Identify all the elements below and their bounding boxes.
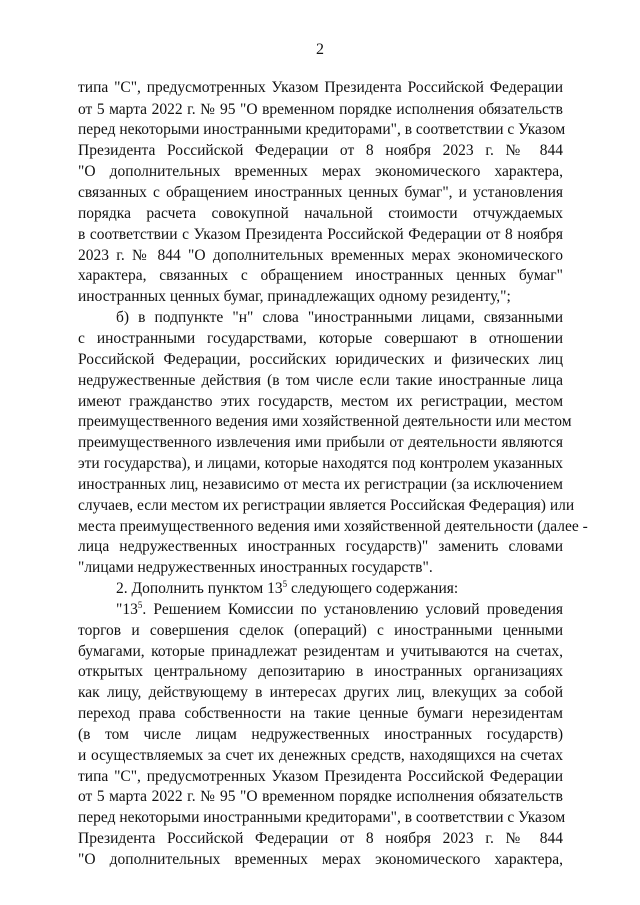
text-line: в соответствии с Указом Президента Российской Федерации от 8 ноября — [78, 226, 563, 243]
text-line: лица недружественных иностранных государств)" заменить словами — [78, 538, 563, 555]
text-line: типа "С", предусмотренных Указом Президента Российской Федерации — [78, 768, 563, 785]
text-line: перед некоторыми иностранными кредиторами", в соответствии с Указом — [78, 121, 566, 138]
text-line: иностранных ценных бумаг, принадлежащих одному резиденту,"; — [78, 288, 511, 305]
text-line: открытых центральному депозитарию в иностранных организациях — [78, 663, 563, 680]
item-13-open: "13 — [116, 601, 138, 618]
text-line: Президента Российской Федерации от 8 ноября 2023 г. № 844 — [78, 830, 563, 847]
text-line: преимущественного извлечения ими прибыли от деятельности являются — [78, 434, 563, 451]
text-line: перед некоторыми иностранными кредиторами", в соответствии с Указом — [78, 809, 566, 826]
item-2-superscript: 5 — [282, 579, 288, 589]
text-line: переход права собственности на такие ценные бумаги нерезидентам — [78, 705, 563, 722]
text-line: от 5 марта 2022 г. № 95 "О временном порядке исполнения обязательств — [78, 101, 563, 118]
text-line: порядка расчета совокупной начальной стоимости отчуждаемых — [78, 205, 563, 222]
text-line: Российской Федерации, российских юридических и физических лиц — [78, 351, 563, 368]
text-line: преимущественного ведения ими хозяйственной деятельности или местом — [78, 413, 572, 430]
item-2-text: 2. Дополнить пунктом 13 — [116, 580, 283, 597]
text-line: бумагами, которые принадлежат резидентам и учитываются на счетах, — [78, 643, 563, 660]
text-line: с иностранными государствами, которые совершают в отношении — [78, 330, 563, 347]
text-line: иностранных лиц, независимо от места их регистрации (за исключением — [78, 476, 563, 493]
item-13-tail: . Решением Комиссии по установлению условий проведения — [142, 601, 563, 618]
item-13-heading-line — [116, 600, 563, 620]
text-line: случаев, если местом их регистрации является Российская Федерация) или — [78, 497, 575, 514]
text-line: Президента Российской Федерации от 8 ноября 2023 г. № 844 — [78, 142, 563, 159]
text-line: 2023 г. № 844 "О дополнительных временных мерах экономического — [78, 247, 563, 264]
text-line: типа "С", предусмотренных Указом Президента Российской Федерации — [78, 79, 563, 96]
text-line: "О дополнительных временных мерах экономического характера, — [78, 163, 563, 180]
item-2-tail: следующего содержания: — [287, 580, 459, 597]
page-number: 2 — [316, 41, 324, 58]
text-line: имеют гражданство этих государств, местом их регистрации, местом — [78, 393, 563, 410]
text-line: от 5 марта 2022 г. № 95 "О временном порядке исполнения обязательств — [78, 788, 563, 805]
text-line: и осуществляемых за счет их денежных средств, находящихся на счетах — [78, 747, 563, 764]
text-line: места преимущественного ведения ими хозяйственной деятельности (далее - — [78, 518, 588, 535]
text-line: недружественные действия (в том числе если такие иностранные лица — [78, 372, 563, 389]
item-2-line — [116, 579, 563, 599]
text-line: торгов и совершения сделок (операций) с иностранными ценными — [78, 622, 563, 639]
text-line: "лицами недружественных иностранных государств". — [78, 559, 433, 576]
text-line: характера, связанных с обращением иностранных ценных бумаг" — [78, 267, 563, 284]
item-13-superscript: 5 — [137, 600, 143, 610]
text-line: связанных с обращением иностранных ценных бумаг", и установления — [78, 184, 563, 201]
text-line: (в том числе лицам недружественных иностранных государств) — [78, 726, 563, 743]
text-line: б) в подпункте "н" слова "иностранными лицами, связанными — [116, 309, 563, 326]
text-line: эти государства), и лицами, которые находятся под контролем указанных — [78, 455, 563, 472]
text-line: "О дополнительных временных мерах экономического характера, — [78, 851, 563, 868]
text-line: как лицу, действующему в интересах других лиц, влекущих за собой — [78, 684, 563, 701]
